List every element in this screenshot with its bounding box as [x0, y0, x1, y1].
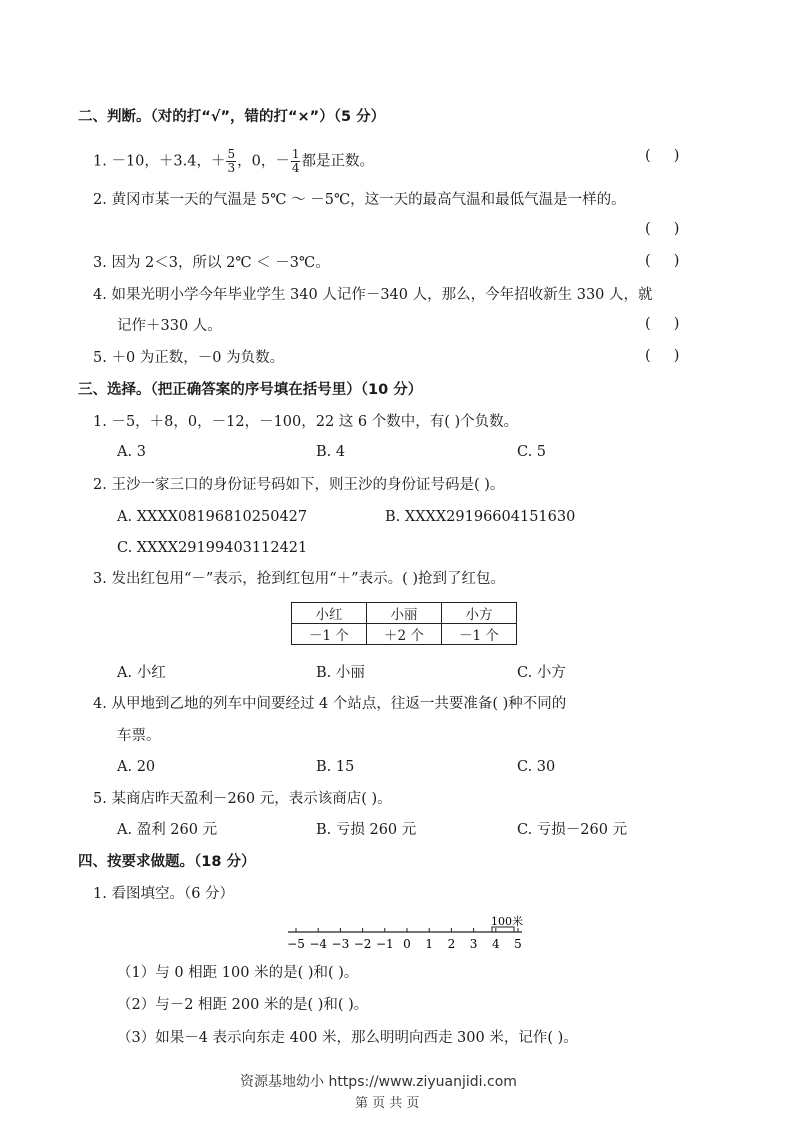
section2-heading: 二、判断。（对的打“√”，错的打“×”）（5 分）: [78, 109, 386, 125]
q1-text-post: 都是正数。: [301, 153, 374, 170]
number-line-diagram: [280, 912, 530, 954]
section2-q2: 2. 黄冈市某一天的气温是 5℃ ～ －5℃，这一天的最高气温和最低气温是一样的。: [93, 192, 626, 208]
section4-sub3: （3）如果－4 表示向东走 400 米，那么明明向西走 300 米，记作( )。: [117, 1030, 578, 1046]
option-a[interactable]: A. 小红: [117, 665, 166, 681]
answer-paren[interactable]: ( ): [645, 148, 680, 164]
answer-paren[interactable]: ( ): [645, 253, 680, 269]
table-cell: －1 个: [442, 624, 517, 645]
section3-q1: 1. －5，＋8，0，－12，－100，22 这 6 个数中，有( )个负数。: [93, 414, 519, 430]
number-line-tick-label: 5: [514, 937, 522, 951]
section3-heading: 三、选择。（把正确答案的序号填在括号里）（10 分）: [78, 382, 423, 398]
table-header-cell: 小红: [292, 603, 367, 624]
option-b[interactable]: B. 4: [316, 444, 346, 460]
section4-sub1: （1）与 0 相距 100 米的是( )和( )。: [117, 965, 359, 981]
table-header-row: [292, 603, 517, 624]
option-a[interactable]: A. 3: [117, 444, 146, 460]
frac1-numerator: 5: [227, 147, 236, 161]
option-c[interactable]: C. 亏损－260 元: [517, 822, 628, 838]
option-a[interactable]: A. 20: [117, 759, 156, 775]
option-b[interactable]: B. XXXX29196604151630: [385, 509, 576, 525]
footer-page-number: 第 页 共 页: [355, 1096, 420, 1111]
option-b[interactable]: B. 亏损 260 元: [316, 822, 417, 838]
number-line-tick-label: −4: [309, 937, 328, 951]
option-a[interactable]: A. XXXX08196810250427: [117, 509, 308, 525]
section4-sub2: （2）与－2 相距 200 米的是( )和( )。: [117, 997, 369, 1013]
number-line-tick-label: 1: [425, 937, 434, 951]
frac2-denominator: 4: [291, 161, 300, 175]
option-c[interactable]: C. 小方: [517, 665, 566, 681]
frac1-denominator: 3: [227, 161, 236, 175]
section3-q4-line1: 4. 从甲地到乙地的列车中间要经过 4 个站点，往返一共要准备( )种不同的: [93, 696, 567, 712]
fraction-5-3: [226, 148, 236, 175]
section3-q4-line2: 车票。: [117, 728, 161, 744]
option-a[interactable]: A. 盈利 260 元: [117, 822, 218, 838]
number-line-tick-label: 0: [403, 937, 411, 951]
number-line-tick-label: −2: [353, 937, 372, 951]
table-header-cell: 小丽: [367, 603, 442, 624]
section3-q3: 3. 发出红包用“－”表示，抢到红包用“＋”表示。( )抢到了红包。: [93, 571, 506, 587]
section2-q5: 5. ＋0 为正数，－0 为负数。: [93, 350, 285, 366]
section4-heading: 四、按要求做题。（18 分）: [78, 854, 256, 870]
answer-paren[interactable]: ( ): [645, 221, 680, 237]
number-line-tick-label: −5: [287, 937, 305, 951]
answer-paren[interactable]: ( ): [645, 348, 680, 364]
q1-text-mid: ，0，－: [237, 153, 290, 170]
scale-label: 100米: [491, 915, 523, 928]
option-b[interactable]: B. 15: [316, 759, 355, 775]
section2-q1: [93, 148, 374, 175]
table-row: [292, 624, 517, 645]
table-cell: －1 个: [292, 624, 367, 645]
frac2-numerator: 1: [291, 147, 300, 161]
section2-q3: 3. 因为 2＜3，所以 2℃ ＜ －3℃。: [93, 255, 330, 271]
fraction-1-4: [291, 148, 301, 175]
number-line-tick-label: 4: [491, 937, 500, 951]
section3-q2: 2. 王沙一家三口的身份证号码如下，则王沙的身份证号码是( )。: [93, 477, 505, 493]
number-line-tick-label: −1: [375, 937, 394, 951]
number-line-tick-label: 2: [447, 937, 456, 951]
option-c[interactable]: C. 5: [517, 444, 547, 460]
option-c[interactable]: C. 30: [517, 759, 556, 775]
number-line-tick-label: 3: [469, 937, 478, 951]
option-b[interactable]: B. 小丽: [316, 665, 365, 681]
option-c[interactable]: C. XXXX29199403112421: [117, 540, 308, 556]
section2-q4-line2: 记作＋330 人。: [117, 318, 222, 334]
q1-text-pre: 1. －10，＋3.4，＋: [93, 153, 226, 170]
footer-watermark: 资源基地幼小 https://www.ziyuanjidi.com: [240, 1074, 517, 1090]
answer-paren[interactable]: ( ): [645, 316, 680, 332]
table-header-cell: 小方: [442, 603, 517, 624]
number-line-tick-label: −3: [331, 937, 350, 951]
section3-q5: 5. 某商店昨天盈利－260 元，表示该商店( )。: [93, 791, 392, 807]
section4-q1: 1. 看图填空。（6 分）: [93, 886, 235, 902]
red-envelope-table: [291, 602, 517, 645]
table-cell: ＋2 个: [367, 624, 442, 645]
section2-q4-line1: 4. 如果光明小学今年毕业学生 340 人记作－340 人，那么，今年招收新生 330 人，就: [93, 287, 653, 303]
